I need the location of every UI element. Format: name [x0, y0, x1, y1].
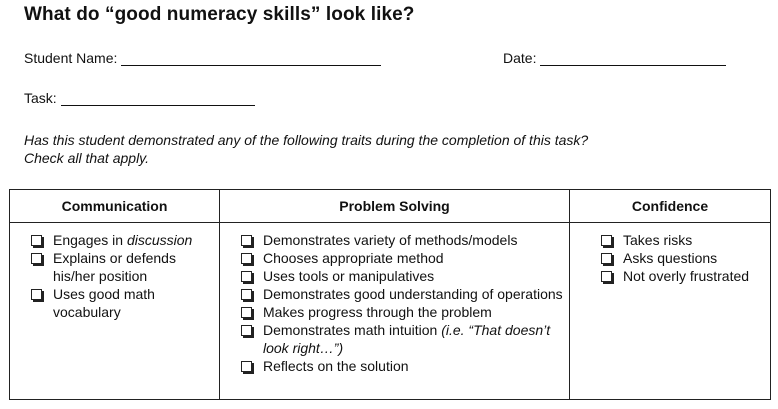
item-text: Uses tools or manipulatives — [263, 268, 435, 284]
page-title: What do “good numeracy skills” look like? — [24, 4, 415, 25]
item-text: Explains or defends his/her position — [53, 250, 176, 284]
communication-cell — [10, 223, 220, 400]
student-name-label: Student Name: — [24, 50, 118, 66]
checkbox-icon[interactable] — [241, 307, 252, 318]
list-item — [240, 357, 569, 375]
item-text: Asks questions — [623, 250, 718, 266]
list-item — [600, 231, 770, 249]
item-text: Not overly frustrated — [623, 268, 750, 284]
list-item — [240, 267, 569, 285]
item-text: Reflects on the solution — [263, 358, 409, 374]
list-item — [240, 249, 569, 267]
item-text: Demonstrates variety of methods/models — [263, 232, 518, 248]
item-text: Makes progress through the problem — [263, 304, 492, 320]
instructions-line-2: Check all that apply. — [24, 150, 150, 166]
checkbox-icon[interactable] — [241, 361, 252, 372]
date-label: Date: — [503, 50, 537, 66]
list-item — [600, 249, 770, 267]
traits-table — [9, 189, 771, 400]
header-communication: Communication — [10, 190, 220, 223]
checkbox-icon[interactable] — [601, 235, 612, 246]
task-input-line[interactable] — [61, 91, 255, 106]
date-input-line[interactable] — [540, 51, 726, 66]
task-label: Task: — [24, 90, 57, 106]
list-item — [240, 321, 569, 357]
problem-solving-cell — [220, 223, 570, 400]
confidence-cell — [570, 223, 771, 400]
instructions-line-1: Has this student demonstrated any of the following traits during the completion of this task? — [24, 132, 589, 148]
checkbox-icon[interactable] — [601, 253, 612, 264]
item-text: Takes risks — [623, 232, 693, 248]
item-text: Demonstrates math intuition — [263, 322, 442, 338]
checkbox-icon[interactable] — [241, 253, 252, 264]
list-item — [600, 267, 770, 285]
item-text: Uses good math vocabulary — [53, 286, 155, 320]
checkbox-icon[interactable] — [31, 289, 42, 300]
student-name-input-line[interactable] — [121, 51, 381, 66]
confidence-list — [570, 231, 770, 285]
item-text: Chooses appropriate method — [263, 250, 444, 266]
instructions — [24, 131, 588, 167]
checkbox-icon[interactable] — [241, 325, 252, 336]
item-italic-text: (i.e. “That doesn’t look right…”) — [263, 322, 551, 356]
checkbox-icon[interactable] — [241, 235, 252, 246]
item-italic-text: discussion — [126, 232, 193, 248]
header-confidence: Confidence — [570, 190, 771, 223]
student-name-field — [24, 50, 381, 66]
date-field — [503, 50, 726, 66]
checkbox-icon[interactable] — [241, 289, 252, 300]
problem-solving-list — [220, 231, 569, 375]
list-item — [240, 303, 569, 321]
checkbox-icon[interactable] — [241, 271, 252, 282]
communication-list — [10, 231, 219, 321]
list-item — [240, 285, 569, 303]
list-item — [30, 231, 219, 249]
header-problem-solving: Problem Solving — [220, 190, 570, 223]
item-text: Engages in — [53, 232, 127, 248]
list-item — [240, 231, 569, 249]
list-item — [30, 285, 219, 321]
task-field — [24, 90, 255, 106]
checkbox-icon[interactable] — [601, 271, 612, 282]
checkbox-icon[interactable] — [31, 235, 42, 246]
list-item — [30, 249, 219, 285]
item-text: Demonstrates good understanding of operations — [263, 286, 563, 302]
checkbox-icon[interactable] — [31, 253, 42, 264]
